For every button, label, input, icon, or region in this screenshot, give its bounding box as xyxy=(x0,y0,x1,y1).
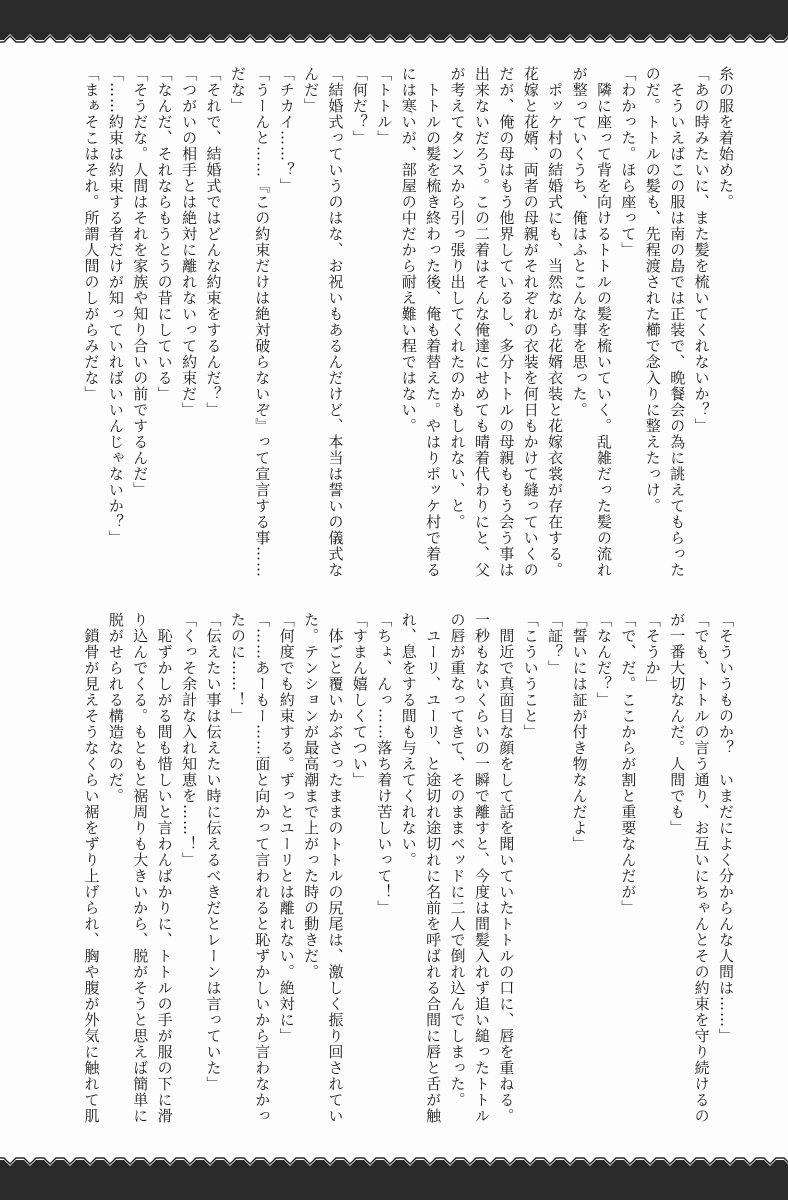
text-column: だが、俺の母はもう他界しているし、多分トトルの母親ももう会う事は xyxy=(497,66,516,578)
text-column: ポッケ村の結婚式にも、当然ながら花婿衣装と花嫁衣裳が存在する。 xyxy=(546,66,565,578)
text-column: 「それで、結婚式ではどんな約束をするんだ？」 xyxy=(204,66,223,418)
text-column: 「何だ？」 xyxy=(350,66,369,146)
text-column: んだ」 xyxy=(302,66,321,114)
text-column: 「まぁそこはそれ。所謂人間のしがらみだな」 xyxy=(82,66,101,402)
text-column: 「わかった。ほら座って」 xyxy=(619,66,638,258)
text-column: 「チカイ……？」 xyxy=(277,66,296,194)
text-column: 「結婚式っていうのはな、お祝いもあるんだけど、本当は誓いの儀式な xyxy=(326,66,345,578)
text-column: 「なんだ、それならもうとうの昔にしている」 xyxy=(155,66,174,402)
text-column: には寒いが、部屋の中だから耐え難い程ではない。 xyxy=(399,66,418,434)
text-column: 「伝えたい事は伝えたい時に伝えるべきだとレーンは言っていた」 xyxy=(204,612,223,1092)
text-column: 「あの時みたいに、また髪を梳いてくれないか？」 xyxy=(692,66,711,434)
lower-text-block xyxy=(79,612,738,1150)
text-column: 出来ないだろう。この二着はそんな俺達にせめても晴着代わりにと、父 xyxy=(472,66,491,578)
text-column: 花嫁と花婿、両者の母親がそれぞれの衣装を何日もかけて縫っていくの xyxy=(521,66,540,578)
text-column: 隣に座って背を向けるトトルの髪を梳いていく。乱雑だった髪の流れ xyxy=(594,66,613,578)
text-column: 鎖骨が見えそうなくらい裾をずり上げられ、胸や腹が外気に触れて肌 xyxy=(82,612,101,1124)
text-column: が整っていくうち、俺はふとこんな事を思った。 xyxy=(570,66,589,418)
text-column: 間近で真面目な顔をして話を聞いていたトトルの口に、唇を重ねる。 xyxy=(497,612,516,1124)
text-column: 「つがいの相手とは絶対に離れないって約束だ」 xyxy=(180,66,199,418)
text-column: のだ。トトルの髪も、先程渡された櫛で念入りに整えたっけ。 xyxy=(643,66,662,514)
text-column: そういえばこの服は南の島では正装で、晩餐会の為に誂えてもらった xyxy=(668,66,687,578)
top-lace-border xyxy=(0,0,788,46)
text-column: り込んでくる。もともと裾周りも大きいから、脱がそうと思えば簡単に xyxy=(131,612,150,1124)
text-column: 「そういうものか？ いまだによく分からんな人間は……」 xyxy=(717,612,735,1044)
text-column: 糸の服を着始めた。 xyxy=(717,66,735,210)
text-column: 「でも、トトルの言う通り、お互いにちゃんとその約束を守り続けるの xyxy=(692,612,711,1124)
text-column: トトルの髪を梳き終わった後、俺も着替えた。やはりポッケ村で着る xyxy=(424,66,443,578)
text-column: 「誓いには証が付き物なんだよ」 xyxy=(570,612,589,852)
text-column: 一秒もないくらいの一瞬で離すと、今度は間髪入れず追い縋ったトトル xyxy=(472,612,491,1124)
text-column: 恥ずかしがる間も惜しいと言わんばかりに、トトルの手が服の下に滑 xyxy=(155,612,174,1124)
text-column: れ、息をする間も与えてくれない。 xyxy=(399,612,418,868)
text-column: 「証？」 xyxy=(546,612,565,676)
text-column: が一番大切なんだ。人間でも」 xyxy=(668,612,687,836)
bottom-lace-border xyxy=(0,1154,788,1200)
text-column: 「ちょ、んっ……落ち着け苦しいって！」 xyxy=(375,612,394,916)
text-column: 「……約束は約束する者だけが知っていればいいんじゃないか？」 xyxy=(106,66,125,546)
text-column: 「そうか」 xyxy=(643,612,662,692)
text-column: だな」 xyxy=(228,66,247,114)
text-column: 「そうだな。人間はそれを家族や知り合いの前でするんだ」 xyxy=(131,66,150,498)
text-column: 体ごと覆いかぶさったままのトトルの尻尾は、激しく振り回されてい xyxy=(326,612,345,1124)
text-column: 「トトル」 xyxy=(375,66,394,146)
text-column: 「うーんと……『この約束だけは絶対破らないぞ』って宣言する事…… xyxy=(253,66,272,578)
text-column: た。テンションが最高潮まで上がった時の動きだ。 xyxy=(302,612,321,980)
text-column: 「なんだ？」 xyxy=(594,612,613,708)
text-column: 「何度でも約束する。ずっとユーリとは離れない。絶対に」 xyxy=(277,612,296,1044)
text-column: ユーリ、ユーリ、と途切れ途切れに名前を呼ばれる合間に唇と舌が触 xyxy=(424,612,443,1124)
text-column: 「くっそ余計な入れ知恵を……！」 xyxy=(180,612,199,868)
text-column: が考えてタンスから引っ張り出してくれたのかもしれない、と。 xyxy=(448,66,467,530)
text-column: たのに……！」 xyxy=(228,612,247,724)
text-column: 「すまん嬉しくてつい」 xyxy=(350,612,369,788)
text-column: の唇が重なってきて、そのままベッドに二人で倒れ込んでしまった。 xyxy=(448,612,467,1108)
text-column: 「こういうこと」 xyxy=(521,612,540,740)
text-column: 「で、だ。ここからが割と重要なんだが」 xyxy=(619,612,638,916)
text-column: 脱がせられる構造なのだ。 xyxy=(106,612,125,804)
text-column: 「……あーもー……面と向かって言われると恥ずかしいから言わなかっ xyxy=(253,612,272,1124)
upper-text-block xyxy=(79,66,738,604)
